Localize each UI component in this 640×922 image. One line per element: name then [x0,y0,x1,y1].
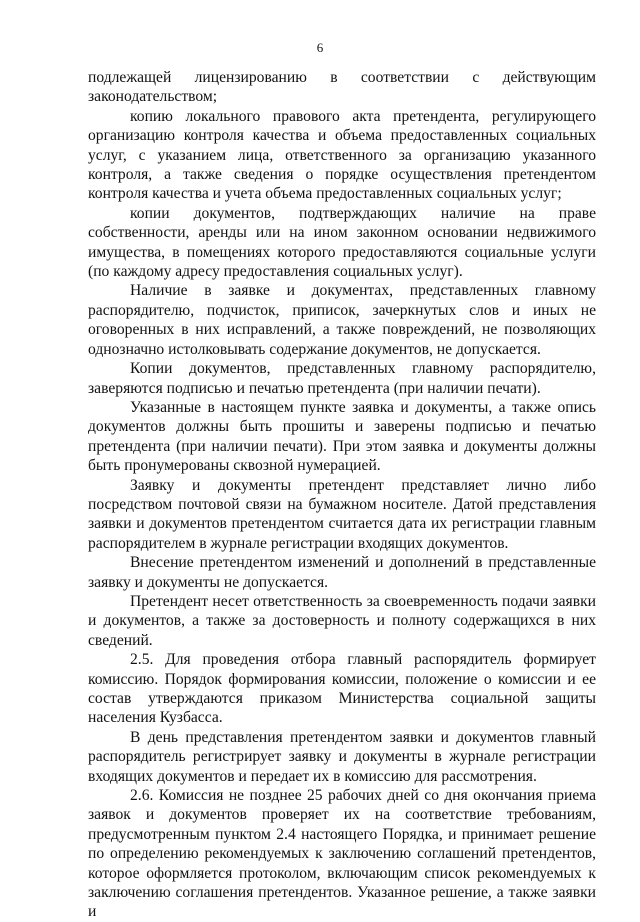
document-body [88,68,596,922]
paragraph-corrections-prohibited: Наличие в заявке и документах, представленных главному распорядителю, подчисток, приписок, зачеркнутых слов и иных не оговоренных в них исправлений, а также повреждений, не позволяющих однозначно истолковывать содержание документов, не допускается. [88,282,596,358]
paragraph-continuation: подлежащей лицензированию в соответствии с действующим законодательством; [88,69,596,106]
paragraph-no-changes: Внесение претендентом изменений и дополнений в представленные заявку и документы не допускается. [88,554,596,591]
page-number: 6 [316,40,324,55]
paragraph-local-act-copy: копию локального правового акта претендента, регулирующего организацию контроля качества и объема предоставленных социальных услуг, с указанием лица, ответственного за организацию указанного контроля, а также сведения о порядке осуществления претендентом контроля качества и учета объема предоставленных социальных услуг; [88,107,596,203]
paragraph-responsibility: Претендент несет ответственность за своевременность подачи заявки и документов, а также за достоверность и полноту содержащихся в них сведений. [88,592,596,649]
paragraph-property-documents: копии документов, подтверждающих наличие на праве собственности, аренды или на ином законном основании недвижимого имущества, в помещениях которого предоставляются социальные услуги (по каждому адресу предоставления социальных услуг). [88,204,596,281]
paragraph-section-2-6: 2.6. Комиссия не позднее 25 рабочих дней со дня окончания приема заявок и документов проверяет их на соответствие требованиям, предусмотренным пунктом 2.4 настоящего Порядка, и принимает решение по определению рекомендуемых к заключению соглашений претендентов, которое оформляется протоколом, включающим список рекомендуемых к заключению соглашения претендентов. Указанное решение, а также заявки и [88,787,596,921]
paragraph-registration-day: В день представления претендентом заявки и документов главный распорядитель регистрирует заявку и документы в журнале регистрации входящих документов и передает их в комиссию для рассмотрения. [88,728,596,785]
paragraph-stitching-numbering: Указанные в настоящем пункте заявка и документы, а также опись документов должны быть прошиты и заверены подписью и печатью претендента (при наличии печати). При этом заявка и документы должны быть пронумерованы сквозной нумерацией. [88,398,596,475]
paragraph-section-2-5: 2.5. Для проведения отбора главный распорядитель формирует комиссию. Порядок формирования комиссии, положение о комиссии и ее состав утверждаются приказом Министерства социальной защиты населения Кузбасса. [88,651,596,727]
paragraph-copies-certified: Копии документов, представленных главному распорядителю, заверяются подписью и печатью претендента (при наличии печати). [88,360,596,397]
paragraph-submission-method: Заявку и документы претендент представляет лично либо посредством почтовой связи на бумажном носителе. Датой представления заявки и документов претендентом считается дата их регистрации главным распорядителем в журнале регистрации входящих документов. [88,476,596,552]
